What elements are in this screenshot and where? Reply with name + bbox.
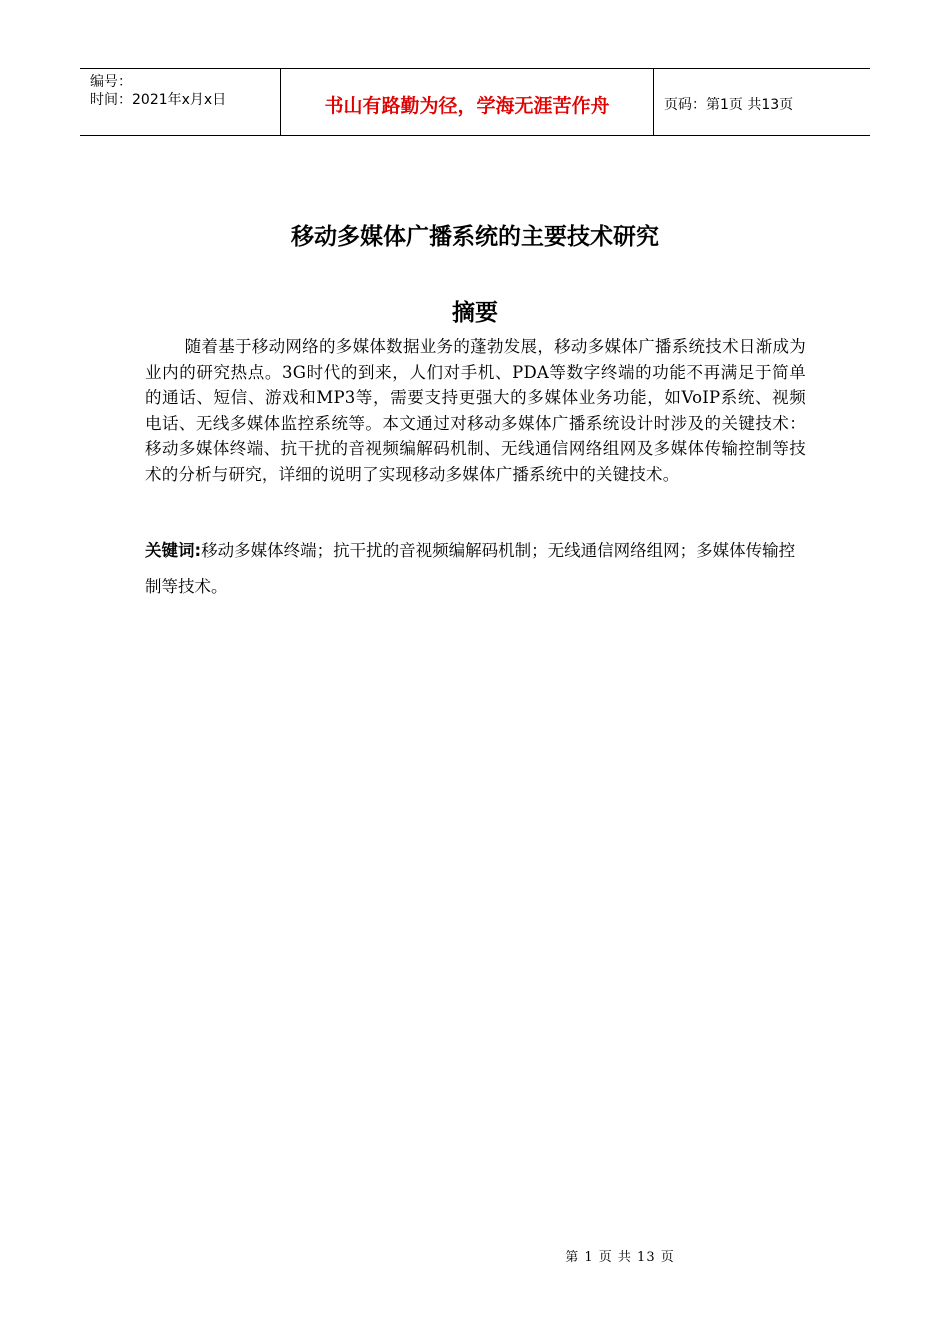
header-page-info: 页码：第1页 共13页: [664, 97, 794, 113]
keywords-label: 关键词:: [145, 541, 202, 560]
page-footer: 第 1 页 共 13 页: [565, 1250, 675, 1265]
header-time-label: 时间：2021年x月x日: [90, 92, 227, 108]
header-number-label: 编号：: [90, 74, 132, 90]
header-meta-cell: [80, 69, 281, 135]
header-motto: 书山有路勤为径，学海无涯苦作舟: [281, 69, 654, 135]
document-title: 移动多媒体广播系统的主要技术研究: [291, 224, 659, 250]
abstract-body: 随着基于移动网络的多媒体数据业务的蓬勃发展，移动多媒体广播系统技术日渐成为业内的研究热点。3G时代的到来，人们对手机、PDA等数字终端的功能不再满足于简单的通话、短信、游戏和MP3等，需要支持更强大的多媒体业务功能，如VoIP系统、视频电话、无线多媒体监控系统等。本文通过对移动多媒体广播系统设计时涉及的关键技术：移动多媒体终端、抗干扰的音视频编解码机制、无线通信网络组网及多媒体传输控制等技术的分析与研究，详细的说明了实现移动多媒体广播系统中的关键技术。: [145, 337, 806, 484]
keywords-text: 移动多媒体终端；抗干扰的音视频编解码机制；无线通信网络组网；多媒体传输控制等技术。: [145, 541, 796, 596]
abstract-heading: 摘要: [452, 300, 498, 326]
header-table: [80, 68, 870, 136]
keywords-paragraph: [145, 533, 806, 605]
